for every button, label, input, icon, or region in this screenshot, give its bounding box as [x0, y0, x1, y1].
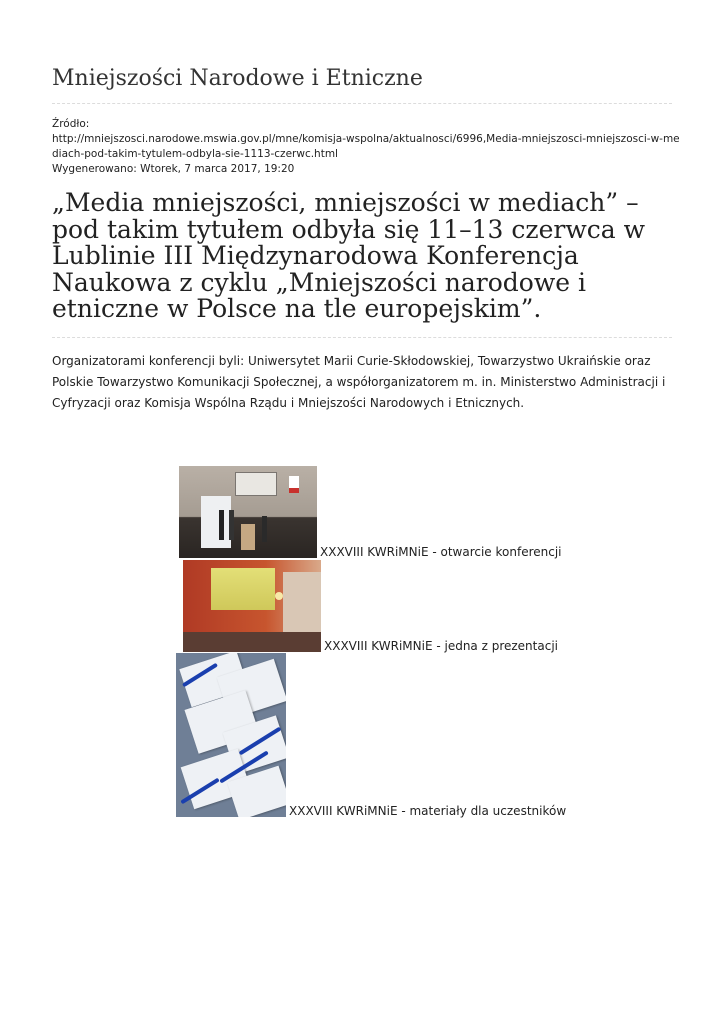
- divider: [52, 337, 672, 338]
- divider: [52, 103, 672, 104]
- source-meta: [52, 117, 680, 177]
- site-title: Mniejszości Narodowe i Etniczne: [52, 66, 423, 91]
- source-url-line-2[interactable]: diach-pod-takim-tytulem-odbyla-sie-1113-czerwc.html: [52, 148, 338, 160]
- source-label: Źródło:: [52, 118, 90, 130]
- generated-date: Wygenerowano: Wtorek, 7 marca 2017, 19:20: [52, 163, 295, 175]
- gallery-item: [179, 466, 562, 558]
- photo-conference-opening[interactable]: [179, 466, 317, 558]
- photo-materials[interactable]: [176, 653, 286, 817]
- source-url-line-1[interactable]: http://mniejszosci.narodowe.mswia.gov.pl/mne/komisja-wspolna/aktualnosci/6996,Media-mniejszosci-mniejszosci-w-me: [52, 133, 680, 145]
- gallery-item: [176, 653, 566, 817]
- gallery-item: [183, 560, 558, 652]
- photo-presentation[interactable]: [183, 560, 321, 652]
- photo-caption: XXXVIII KWRiMNiE - jedna z prezentacji: [324, 639, 558, 653]
- article-title: „Media mniejszości, mniejszości w mediach” – pod takim tytułem odbyła się 11–13 czerwca w Lublinie III Międzynarodowa Konferencja Naukowa z cyklu „Mniejszości narodowe i etniczne w Polsce na tle europejskim”.: [52, 188, 645, 323]
- article-lead: Organizatorami konferencji byli: Uniwersytet Marii Curie-Skłodowskiej, Towarzystwo Ukraińskie oraz Polskie Towarzystwo Komunikacji Społecznej, a współorganizatorem m. in. Ministerstwo Administracji i Cyfryzacji oraz Komisja Wspólna Rządu i Mniejszości Narodowych i Etnicznych.: [52, 354, 666, 410]
- photo-caption: XXXVIII KWRiMNiE - otwarcie konferencji: [320, 545, 562, 559]
- photo-caption: XXXVIII KWRiMNiE - materiały dla uczestników: [289, 804, 567, 818]
